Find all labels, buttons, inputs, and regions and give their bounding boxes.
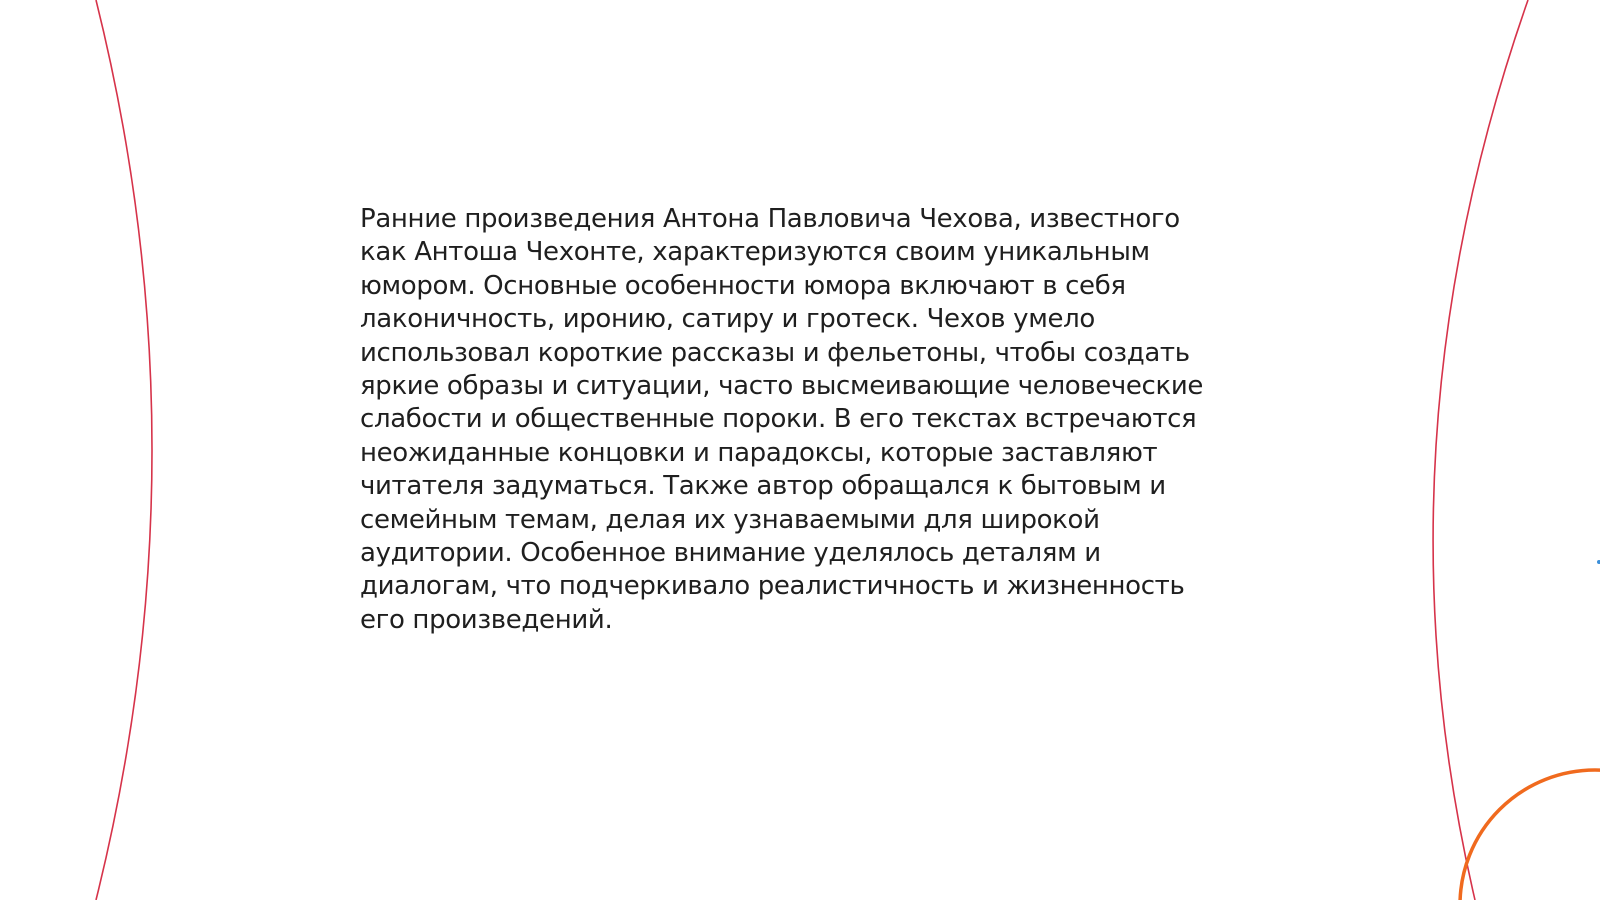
orange-accent-circle (1460, 770, 1600, 900)
slide-body-text: Ранние произведения Антона Павловича Чехова, известного как Антоша Чехонте, характеризуются своим уникальным юмором. Основные особенности юмора включают в себя лаконичность, иронию, сатиру и гротеск. Чехов умело использовал короткие рассказы и фельетоны, чтобы создать яркие образы и ситуации, часто высмеивающие человеческие слабости и общественные пороки. В его текстах встречаются неожиданные концовки и парадоксы, которые заставляют читателя задуматься. Также автор обращался к бытовым и семейным темам, делая их узнаваемыми для широкой аудитории. Особенное внимание уделялось деталям и диалогам, что подчеркивало реалистичность и жизненность его произведений. (360, 204, 1204, 635)
right-decor-curve (1433, 0, 1528, 900)
left-decor-curve (96, 0, 152, 900)
